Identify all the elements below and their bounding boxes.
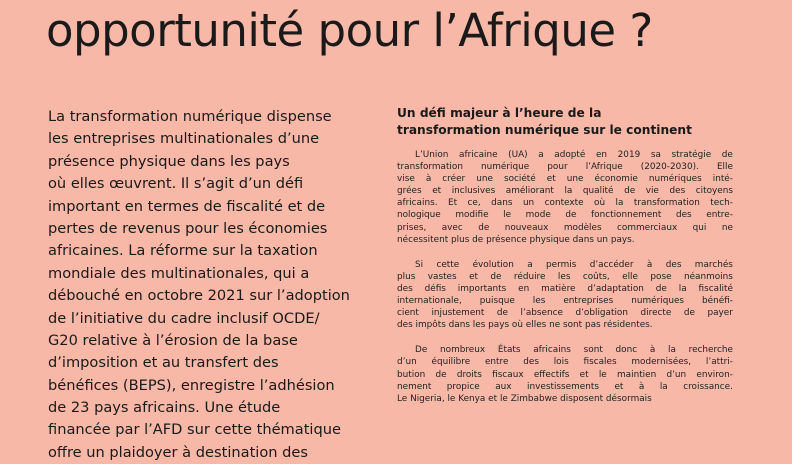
sidebar-line: transformation numérique pour l’Afrique (2020-2030). Elle [397, 162, 733, 173]
lead-line: pertes de revenus pour les économies [48, 219, 328, 237]
lead-line: G20 relative à l’érosion de la base [48, 331, 298, 349]
sidebar-line: prises, avec de nouveaux modèles commerciaux qui ne [397, 222, 733, 233]
lead-line: d’imposition et au transfert des [48, 354, 279, 372]
lead-line: de 23 pays africains. Une étude [48, 399, 281, 417]
sidebar-article [397, 105, 733, 405]
sidebar-paragraph [397, 344, 733, 404]
sidebar-line: d’un équilibre entre des lois fiscales modernisées, l’attri- [397, 357, 733, 368]
sidebar-line: internationale, puisque les entreprises numériques bénéfi- [397, 296, 733, 307]
sidebar-paragraph [397, 259, 733, 332]
sidebar-line: De nombreux États africains sont donc à la recherche [415, 345, 733, 356]
sidebar-heading [397, 105, 733, 139]
sidebar-heading-line: transformation numérique sur le continent [397, 123, 692, 137]
lead-line: de l’initiative du cadre inclusif OCDE/ [48, 309, 320, 327]
sidebar-line: Le Nigeria, le Kenya et le Zimbabwe disposent désormais [397, 393, 652, 404]
sidebar-line: des défis importants en matière d’adaptation de la fiscalité [397, 283, 733, 294]
sidebar-line: plus vastes et de réduire les coûts, elle pose néanmoins [397, 271, 733, 282]
title-line-2: opportunité pour l’Afrique ? [46, 4, 653, 57]
sidebar-line: nécessitent plus de présence physique dans un pays. [397, 234, 635, 245]
lead-line: débouché en octobre 2021 sur l’adoption [48, 287, 350, 305]
lead-line: africaines. La réforme sur la taxation [48, 242, 318, 260]
sidebar-line: Si cette évolution a permis d’accéder à des marchés [415, 259, 733, 270]
sidebar-line: nologique modifie le mode de fonctionnement des entre- [397, 210, 733, 221]
sidebar-line: cient injustement de l’absence d’obligation directe de payer [397, 308, 733, 319]
lead-line: les entreprises multinationales d’une [48, 130, 320, 148]
sidebar-line: bution de droits fiscaux effectifs et le maintien d’un environ- [397, 369, 733, 380]
lead-line: La transformation numérique dispense [48, 108, 332, 125]
lead-line: mondiale des multinationales, qui a [48, 264, 310, 282]
sidebar-line: africains. Et ce, dans un contexte où la transformation tech- [397, 198, 733, 209]
lead-line: bénéfices (BEPS), enregistre l’adhésion [48, 376, 335, 394]
sidebar-heading-line: Un défi majeur à l’heure de la [397, 106, 602, 120]
sidebar-line: vise à créer une société et une économie numériques inté- [397, 174, 733, 185]
sidebar-paragraph [397, 149, 733, 246]
sidebar-line: des impôts dans les pays où elles ne sont pas résidentes. [397, 320, 653, 331]
lead-paragraph [48, 106, 378, 464]
lead-line: financée par l’AFD sur cette thématique [48, 421, 341, 439]
sidebar-line: L’Union africaine (UA) a adopté en 2019 sa stratégie de [415, 150, 733, 160]
sidebar-line: grées et inclusives améliorant la qualité de vie des citoyens [397, 186, 733, 197]
lead-line: offre un plaidoyer à destination des [48, 443, 309, 461]
sidebar-body [397, 149, 733, 405]
page-title [46, 0, 766, 57]
lead-line: où elles œuvrent. Il s’agit d’un défi [48, 175, 304, 193]
lead-line: présence physique dans les pays [48, 152, 290, 170]
lead-line: important en termes de fiscalité et de [48, 197, 326, 215]
sidebar-line: nement propice aux investissements et à la croissance. [397, 381, 733, 392]
